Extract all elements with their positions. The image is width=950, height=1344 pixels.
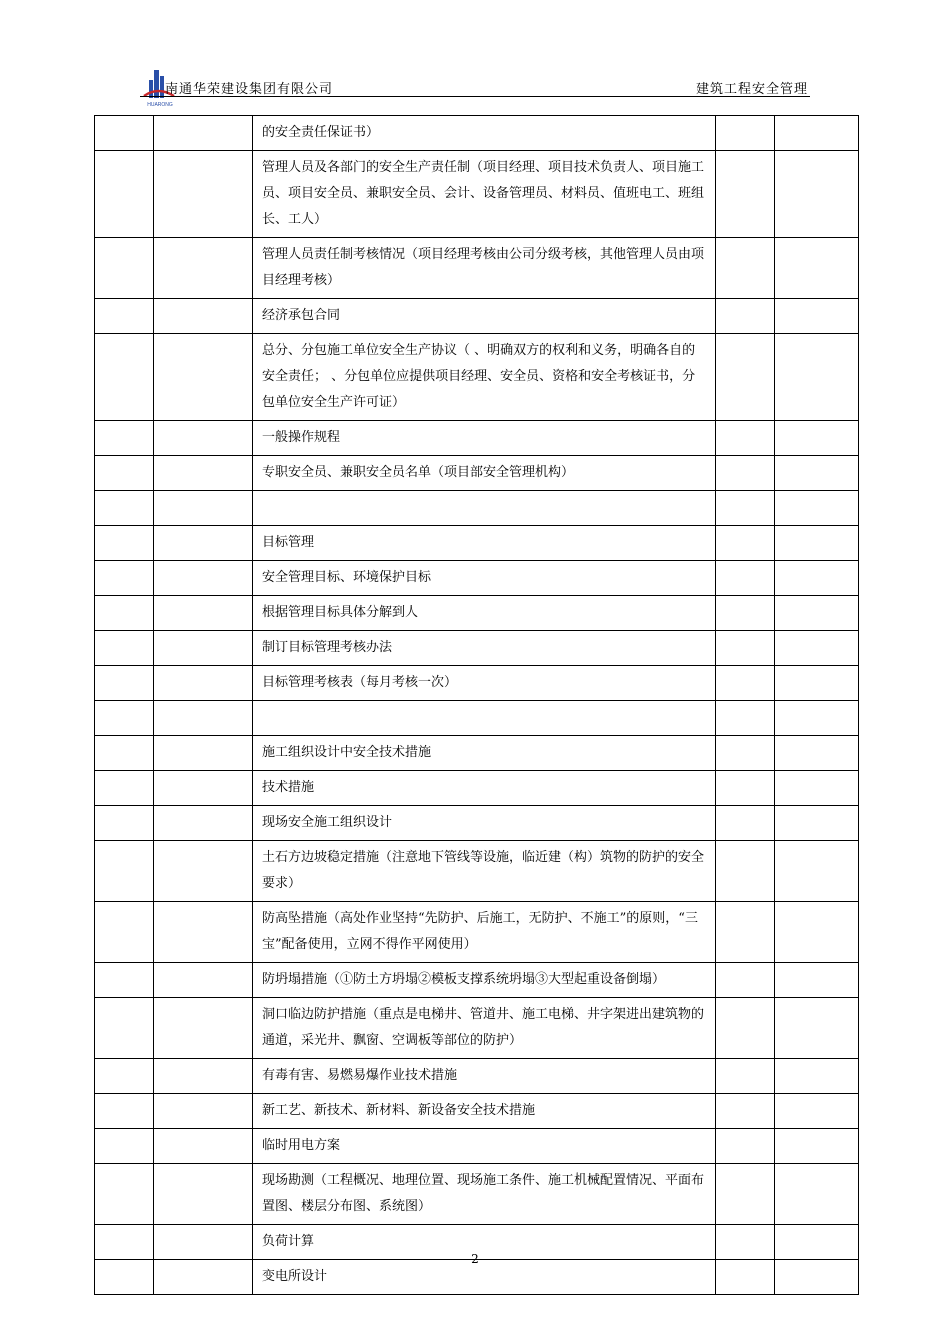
table-row: [95, 1094, 859, 1129]
table-row: [95, 1164, 859, 1225]
cell-item-text: 临时用电方案: [253, 1129, 716, 1164]
cell-remark: [775, 238, 859, 299]
cell-number: [95, 1094, 154, 1129]
cell-number: [95, 491, 154, 526]
cell-check: [716, 1164, 775, 1225]
cell-category: [154, 902, 253, 963]
cell-number: [95, 963, 154, 998]
cell-category: [154, 561, 253, 596]
table-row: [95, 806, 859, 841]
cell-category: [154, 1129, 253, 1164]
cell-remark: [775, 806, 859, 841]
cell-check: [716, 1094, 775, 1129]
cell-category: [154, 491, 253, 526]
cell-check: [716, 902, 775, 963]
table-row: [95, 963, 859, 998]
cell-category: [154, 631, 253, 666]
cell-check: [716, 116, 775, 151]
cell-category: [154, 421, 253, 456]
cell-item-text: 总分、分包施工单位安全生产协议（ 、明确双方的权利和义务，明确各自的安全责任； 、分包单位应提供项目经理、安全员、资格和安全考核证书，分包单位安全生产许可证）: [253, 334, 716, 421]
cell-number: [95, 902, 154, 963]
cell-category: [154, 701, 253, 736]
table-row: [95, 596, 859, 631]
table-row: [95, 561, 859, 596]
cell-number: [95, 238, 154, 299]
cell-category: [154, 1094, 253, 1129]
cell-category: [154, 596, 253, 631]
cell-category: [154, 299, 253, 334]
cell-check: [716, 334, 775, 421]
cell-number: [95, 456, 154, 491]
cell-remark: [775, 596, 859, 631]
cell-category: [154, 666, 253, 701]
cell-number: [95, 334, 154, 421]
cell-check: [716, 421, 775, 456]
cell-check: [716, 841, 775, 902]
cell-category: [154, 116, 253, 151]
cell-remark: [775, 998, 859, 1059]
cell-remark: [775, 963, 859, 998]
cell-number: [95, 596, 154, 631]
table-row: [95, 736, 859, 771]
cell-number: [95, 299, 154, 334]
cell-remark: [775, 1094, 859, 1129]
cell-remark: [775, 526, 859, 561]
cell-category: [154, 456, 253, 491]
table-row: [95, 299, 859, 334]
cell-remark: [775, 1164, 859, 1225]
cell-number: [95, 771, 154, 806]
cell-number: [95, 1129, 154, 1164]
cell-category: [154, 998, 253, 1059]
table-row: [95, 151, 859, 238]
cell-check: [716, 151, 775, 238]
cell-remark: [775, 116, 859, 151]
cell-remark: [775, 902, 859, 963]
table-row: [95, 701, 859, 736]
cell-item-text: 安全管理目标、环境保护目标: [253, 561, 716, 596]
cell-item-text: 技术措施: [253, 771, 716, 806]
table-row: [95, 456, 859, 491]
cell-remark: [775, 771, 859, 806]
cell-item-text: 施工组织设计中安全技术措施: [253, 736, 716, 771]
cell-check: [716, 491, 775, 526]
cell-item-text: 管理人员责任制考核情况（项目经理考核由公司分级考核，其他管理人员由项目经理考核）: [253, 238, 716, 299]
cell-remark: [775, 736, 859, 771]
cell-item-text: 变电所设计: [253, 1260, 716, 1295]
cell-remark: [775, 299, 859, 334]
table-row: [95, 238, 859, 299]
company-name: 南通华荣建设集团有限公司: [165, 82, 334, 97]
cell-check: [716, 771, 775, 806]
cell-item-text: 管理人员及各部门的安全生产责任制（项目经理、项目技术负责人、项目施工员、项目安全员、兼职安全员、会计、设备管理员、材料员、值班电工、班组长、工人）: [253, 151, 716, 238]
cell-remark: [775, 1129, 859, 1164]
cell-category: [154, 736, 253, 771]
cell-number: [95, 151, 154, 238]
cell-item-text: 现场安全施工组织设计: [253, 806, 716, 841]
table-body: [95, 116, 859, 1295]
cell-number: [95, 666, 154, 701]
cell-number: [95, 526, 154, 561]
cell-number: [95, 736, 154, 771]
cell-number: [95, 1164, 154, 1225]
cell-category: [154, 806, 253, 841]
cell-item-text: 防坍塌措施（①防土方坍塌②模板支撑系统坍塌③大型起重设备倒塌）: [253, 963, 716, 998]
cell-number: [95, 841, 154, 902]
cell-category: [154, 841, 253, 902]
cell-remark: [775, 631, 859, 666]
cell-item-text: 防高坠措施（高处作业坚持“先防护、后施工，无防护、不施工”的原则，“三宝”配备使用，立网不得作平网使用）: [253, 902, 716, 963]
cell-item-text: 有毒有害、易燃易爆作业技术措施: [253, 1059, 716, 1094]
cell-item-text: 制订目标管理考核办法: [253, 631, 716, 666]
table-row: [95, 1129, 859, 1164]
table-row: [95, 666, 859, 701]
header-rule: [140, 96, 810, 97]
cell-item-text: 一般操作规程: [253, 421, 716, 456]
cell-item-text: 目标管理考核表（每月考核一次）: [253, 666, 716, 701]
cell-check: [716, 736, 775, 771]
cell-item-text: 负荷计算: [253, 1225, 716, 1260]
cell-remark: [775, 456, 859, 491]
logo-text: HUARONG: [147, 102, 173, 108]
cell-item-text: 经济承包合同: [253, 299, 716, 334]
cell-number: [95, 116, 154, 151]
cell-check: [716, 666, 775, 701]
table-row: [95, 902, 859, 963]
table-row: [95, 421, 859, 456]
cell-category: [154, 151, 253, 238]
cell-remark: [775, 701, 859, 736]
cell-category: [154, 963, 253, 998]
cell-item-text: 新工艺、新技术、新材料、新设备安全技术措施: [253, 1094, 716, 1129]
cell-check: [716, 1129, 775, 1164]
cell-check: [716, 806, 775, 841]
cell-remark: [775, 334, 859, 421]
table-row: [95, 998, 859, 1059]
cell-item-text: 根据管理目标具体分解到人: [253, 596, 716, 631]
table-row: [95, 526, 859, 561]
page-header: [140, 66, 810, 110]
cell-check: [716, 631, 775, 666]
cell-remark: [775, 1059, 859, 1094]
cell-check: [716, 963, 775, 998]
table-row: [95, 116, 859, 151]
cell-item-text: [253, 701, 716, 736]
table-row: [95, 631, 859, 666]
cell-category: [154, 334, 253, 421]
cell-number: [95, 561, 154, 596]
cell-item-text: 现场勘测（工程概况、地理位置、现场施工条件、施工机械配置情况、平面布置图、楼层分布图、系统图）: [253, 1164, 716, 1225]
cell-check: [716, 526, 775, 561]
cell-item-text: 专职安全员、兼职安全员名单（项目部安全管理机构）: [253, 456, 716, 491]
cell-remark: [775, 491, 859, 526]
cell-number: [95, 806, 154, 841]
cell-check: [716, 998, 775, 1059]
cell-category: [154, 1164, 253, 1225]
cell-category: [154, 771, 253, 806]
cell-item-text: 的安全责任保证书）: [253, 116, 716, 151]
cell-number: [95, 701, 154, 736]
cell-remark: [775, 666, 859, 701]
cell-check: [716, 299, 775, 334]
cell-check: [716, 596, 775, 631]
checklist-table: [94, 115, 859, 1295]
document-title: 建筑工程安全管理: [695, 82, 808, 97]
cell-category: [154, 238, 253, 299]
table-row: [95, 841, 859, 902]
cell-number: [95, 1059, 154, 1094]
cell-remark: [775, 841, 859, 902]
table-row: [95, 334, 859, 421]
cell-check: [716, 456, 775, 491]
page-number: - 2 -: [463, 1252, 487, 1266]
cell-remark: [775, 561, 859, 596]
cell-number: [95, 421, 154, 456]
table-row: [95, 1059, 859, 1094]
cell-category: [154, 526, 253, 561]
cell-remark: [775, 151, 859, 238]
cell-check: [716, 701, 775, 736]
cell-check: [716, 1059, 775, 1094]
table-row: [95, 491, 859, 526]
cell-item-text: 土石方边坡稳定措施（注意地下管线等设施，临近建（构）筑物的防护的安全要求）: [253, 841, 716, 902]
cell-item-text: 洞口临边防护措施（重点是电梯井、管道井、施工电梯、井字架进出建筑物的通道，采光井、飘窗、空调板等部位的防护）: [253, 998, 716, 1059]
cell-remark: [775, 421, 859, 456]
cell-category: [154, 1059, 253, 1094]
cell-item-text: 目标管理: [253, 526, 716, 561]
table-row: [95, 771, 859, 806]
cell-check: [716, 238, 775, 299]
cell-number: [95, 998, 154, 1059]
cell-check: [716, 561, 775, 596]
cell-number: [95, 631, 154, 666]
cell-item-text: [253, 491, 716, 526]
